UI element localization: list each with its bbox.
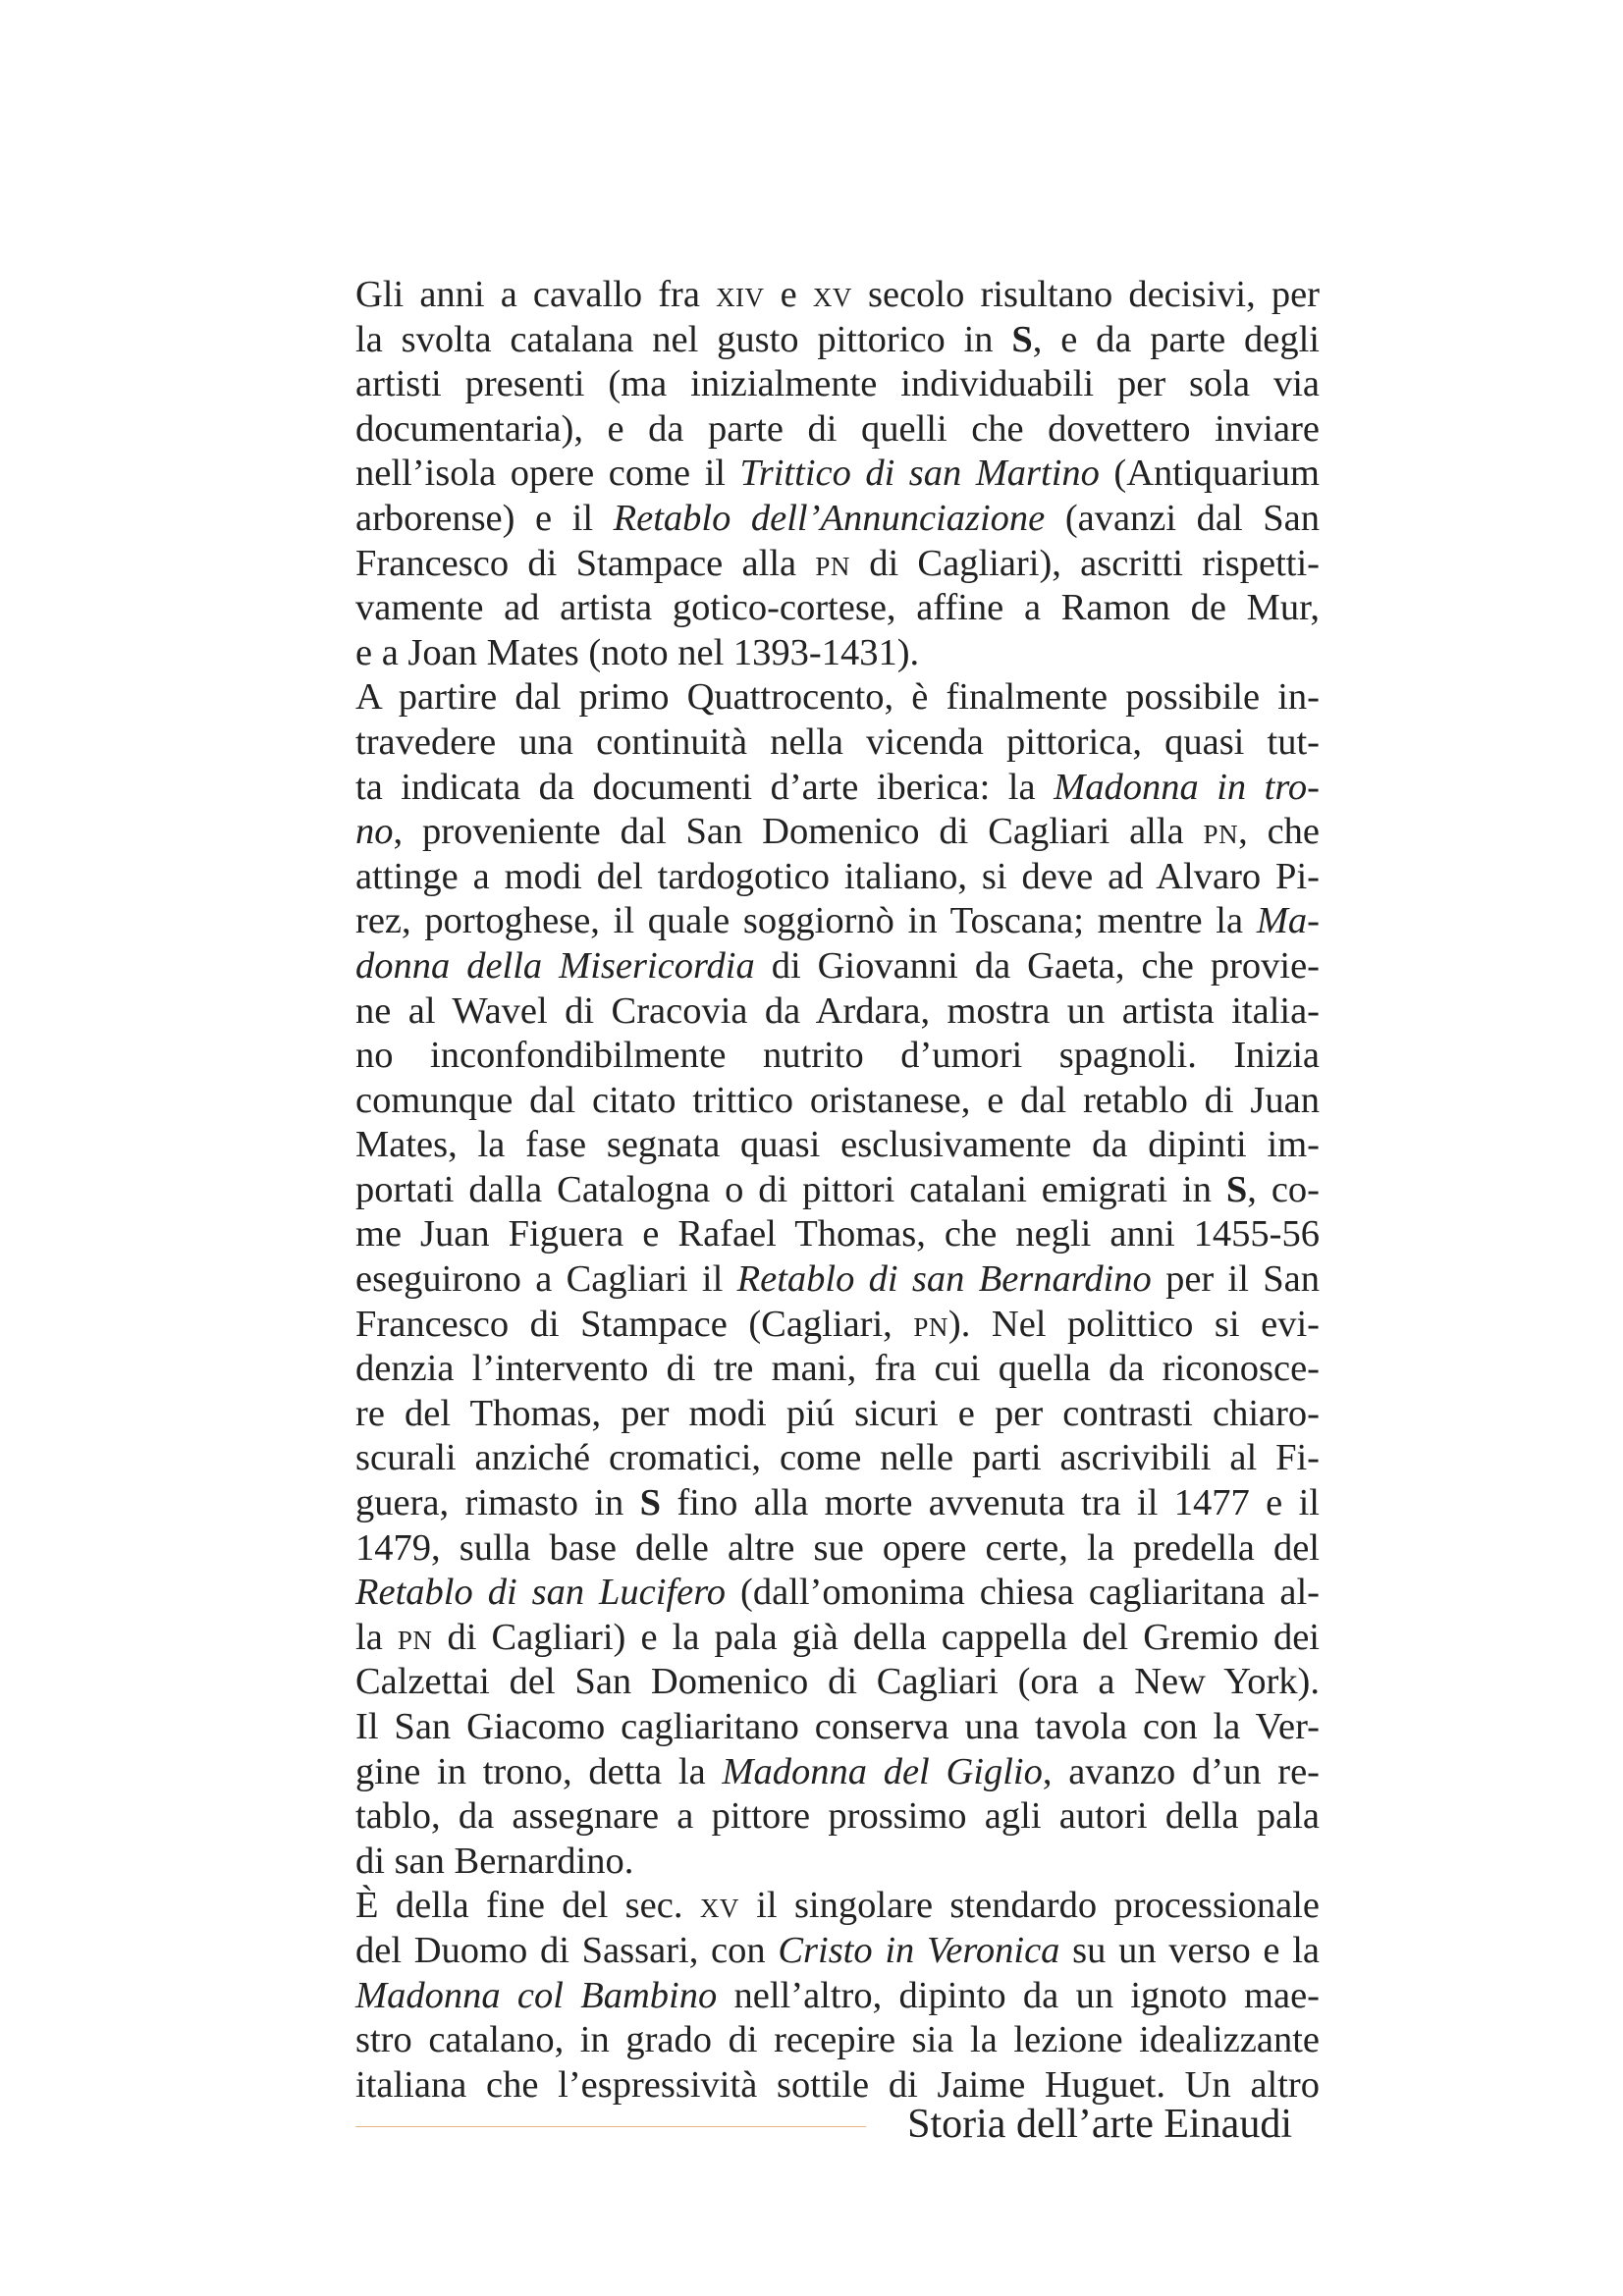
text-line (355, 542, 1320, 587)
text-line (355, 721, 1320, 766)
text-segment: e a Joan Mates (noto nel 1393-1431). (355, 631, 920, 673)
text-line (355, 1481, 1320, 1526)
text-line (355, 1347, 1320, 1392)
text-segment: , co- (1247, 1168, 1320, 1210)
text-line (355, 1974, 1320, 2019)
text-line (355, 855, 1320, 900)
text-segment: (avanzi dal San (1045, 497, 1320, 539)
text-segment: attinge a modi del tardogotico italiano, si deve ad Alvaro Pi- (355, 855, 1320, 897)
text-segment: Calzettai del San Domenico di Cagliari (ora a New York). (355, 1661, 1320, 1703)
text-line (355, 1168, 1320, 1213)
text-segment: ne al Wavel di Cracovia da Ardara, mostra un artista italia- (355, 989, 1320, 1032)
text-segment: di Cagliari), ascritti rispetti- (849, 542, 1320, 584)
text-segment: di Cagliari) e la pala già della cappella del Gremio dei (432, 1616, 1320, 1658)
text-segment: ta indicata da documenti d’arte iberica: la (355, 766, 1055, 808)
text-segment: 1479, sulla base delle altre sue opere certe, la predella del (355, 1526, 1320, 1569)
text-segment: travedere una continuità nella vicenda pittorica, quasi tut- (355, 721, 1320, 763)
text-line (355, 944, 1320, 989)
text-segment: nell’isola opere come il (355, 453, 740, 495)
text-segment: vamente ad artista gotico-cortese, affine a Ramon de Mur, (355, 587, 1320, 629)
bold-abbreviation: S (639, 1482, 662, 1524)
text-segment: stro catalano, in grado di recepire sia la lezione idealizzante (355, 2019, 1320, 2061)
text-segment: , e da parte degli (1032, 318, 1320, 360)
text-segment: (dall’omonima chiesa cagliaritana al- (726, 1572, 1320, 1614)
text-segment: Il San Giacomo cagliaritano conserva una tavola con la Ver- (355, 1706, 1320, 1747)
text-segment: e (764, 274, 813, 315)
text-segment: su un verso e la (1059, 1929, 1321, 1971)
italic-title: no (355, 811, 394, 853)
text-segment: italiana che l’espressività sottile di Jaime Huguet. Un altro (355, 2063, 1320, 2106)
text-line (355, 318, 1320, 363)
italic-title: Ma- (1256, 900, 1320, 942)
italic-title: Retablo di san Bernardino (736, 1258, 1152, 1301)
text-segment: rez, portoghese, il quale soggiornò in Toscana; mentre la (355, 900, 1257, 942)
text-segment: del Duomo di Sassari, con (355, 1929, 779, 1971)
text-line (355, 452, 1320, 497)
text-line (355, 497, 1320, 542)
text-segment: scurali anziché cromatici, come nelle parti ascrivibili al Fi- (355, 1437, 1320, 1479)
text-segment: me Juan Figuera e Rafael Thomas, che negli anni 1455-56 (355, 1213, 1320, 1255)
text-segment: denzia l’intervento di tre mani, fra cui quella da riconosce- (355, 1348, 1320, 1390)
small-caps-abbreviation: pn (397, 1616, 433, 1658)
text-segment: nell’altro, dipinto da un ignoto mae- (717, 1974, 1320, 2016)
italic-title: Madonna in tro- (1054, 766, 1321, 808)
text-segment: tablo, da assegnare a pittore prossimo agli autori della pala (355, 1795, 1320, 1838)
text-segment: fino alla morte avvenuta tra il 1477 e il (661, 1482, 1320, 1524)
text-segment: di san Bernardino. (355, 1840, 634, 1882)
italic-title: Madonna del Giglio (722, 1750, 1043, 1792)
text-segment: gine in trono, detta la (355, 1750, 723, 1792)
bold-abbreviation: S (1225, 1168, 1248, 1210)
text-segment: arborense) e il (355, 497, 614, 539)
text-line (355, 1436, 1320, 1481)
text-line (355, 1705, 1320, 1750)
text-line (355, 631, 1320, 676)
text-line (355, 810, 1320, 855)
text-line (355, 1079, 1320, 1124)
text-segment: A partire dal primo Quattrocento, è finalmente possibile in- (355, 676, 1320, 719)
text-line (355, 1616, 1320, 1661)
text-line (355, 1303, 1320, 1348)
body-text (355, 273, 1320, 2108)
text-line (355, 989, 1320, 1035)
text-line (355, 1750, 1320, 1795)
text-line (355, 899, 1320, 944)
text-segment: di Giovanni da Gaeta, che provie- (754, 944, 1321, 987)
text-segment: il singolare stendardo processionale (738, 1885, 1320, 1927)
text-segment: no inconfondibilmente nutrito d’umori spagnoli. Inizia (355, 1035, 1320, 1077)
text-line (355, 1212, 1320, 1257)
text-line (355, 362, 1320, 407)
text-segment: portati dalla Catalogna o di pittori catalani emigrati in (355, 1168, 1226, 1210)
text-line (355, 1660, 1320, 1705)
text-segment: la svolta catalana nel gusto pittorico in (355, 318, 1012, 360)
italic-title: Retablo dell’Annunciazione (613, 497, 1046, 539)
text-line (355, 675, 1320, 721)
text-segment: la (355, 1616, 398, 1658)
text-line (355, 586, 1320, 631)
small-caps-abbreviation: pn (1203, 811, 1239, 853)
small-caps-abbreviation: pn (815, 542, 850, 584)
text-line (355, 1392, 1320, 1437)
text-line (355, 1034, 1320, 1079)
small-caps-abbreviation: pn (913, 1303, 948, 1345)
text-line (355, 1571, 1320, 1616)
text-segment: Francesco di Stampace (Cagliari, (355, 1303, 914, 1345)
small-caps-abbreviation: xiv (716, 274, 765, 315)
text-segment: ). Nel polittico si evi- (947, 1303, 1321, 1345)
text-segment: , proveniente dal San Domenico di Cagliari alla (393, 811, 1204, 853)
text-segment: re del Thomas, per modi piú sicuri e per contrasti chiaro- (355, 1392, 1320, 1434)
text-line (355, 407, 1320, 453)
italic-title: donna della Misericordia (355, 944, 755, 987)
text-line (355, 1257, 1320, 1303)
text-segment: artisti presenti (ma inizialmente individuabili per sola via (355, 363, 1320, 405)
text-segment: documentaria), e da parte di quelli che dovettero inviare (355, 407, 1320, 450)
text-line (355, 1794, 1320, 1840)
text-line (355, 1123, 1320, 1168)
text-segment: per il San (1151, 1258, 1320, 1301)
small-caps-abbreviation: xv (699, 1885, 739, 1927)
small-caps-abbreviation: xv (812, 274, 852, 315)
text-segment: È della fine del sec. (355, 1885, 700, 1927)
text-segment: comunque dal citato trittico oristanese, e dal retablo di Juan (355, 1079, 1320, 1121)
text-segment: Francesco di Stampace alla (355, 542, 816, 584)
footer-rule (355, 2126, 866, 2127)
text-segment: (Antiquarium (1099, 453, 1320, 495)
footer-title: Storia dell’arte Einaudi (907, 2102, 1292, 2147)
text-segment: Mates, la fase segnata quasi esclusivamente da dipinti im- (355, 1124, 1320, 1166)
italic-title: Cristo in Veronica (778, 1929, 1060, 1971)
text-segment: Gli anni a cavallo fra (355, 274, 717, 315)
text-line (355, 273, 1320, 318)
text-line (355, 1840, 1320, 1885)
text-line (355, 2018, 1320, 2063)
italic-title: Retablo di san Lucifero (355, 1572, 727, 1614)
italic-title: Trittico di san Martino (739, 453, 1100, 495)
italic-title: Madonna col Bambino (355, 1974, 718, 2016)
text-segment: eseguirono a Cagliari il (355, 1258, 737, 1301)
text-segment: , avanzo d’un re- (1042, 1750, 1320, 1792)
text-segment: secolo risultano decisivi, per (851, 274, 1320, 315)
bold-abbreviation: S (1011, 318, 1033, 360)
text-line (355, 1929, 1320, 1974)
text-segment: , che (1238, 811, 1320, 853)
text-segment: guera, rimasto in (355, 1482, 640, 1524)
text-line (355, 766, 1320, 811)
text-line (355, 1884, 1320, 1929)
text-line (355, 1526, 1320, 1572)
